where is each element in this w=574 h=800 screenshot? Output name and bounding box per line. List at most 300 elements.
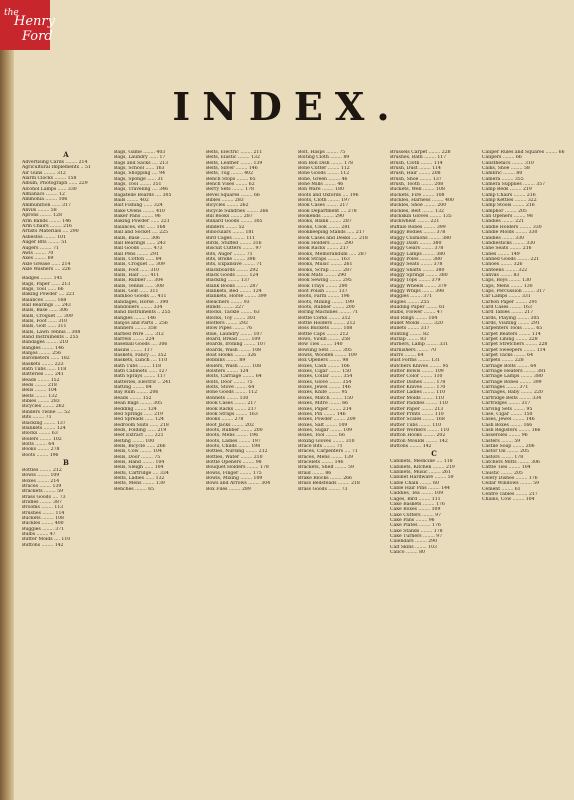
index-entry: Board, Bread ........ 109 — [206, 337, 261, 343]
index-entry: Bullet Molds ........ 320 — [390, 321, 443, 326]
index-entry: Books ........ 278 — [22, 447, 60, 453]
index-entry: Baker Pans ........ 96 — [114, 214, 161, 220]
henry-ford-logo: the Henry Ford — [0, 0, 50, 50]
index-entry: Beads ........ 152 — [22, 377, 60, 383]
index-entry: Carpet Stretchers ........ 228 — [482, 342, 548, 348]
index-entry: Bulbs, Flower ........ 47 — [390, 310, 443, 316]
index-entry: Blankets, Bed ........ 124 — [206, 288, 262, 294]
index-entry: Blacking ........ 137 — [206, 278, 250, 284]
index-entry: Balls, Base ...... 306 — [22, 308, 68, 314]
index-entry: Bamboo Goods .... 411 — [114, 294, 167, 300]
index-entry: Basins ........ 117 — [114, 347, 153, 353]
index-entry: Cash Boxes ........ 166 — [482, 422, 533, 428]
index-entry: Bags, Game ........ 403 — [114, 150, 166, 155]
index-entry: Batteries, Electric .. 241 — [114, 379, 171, 385]
index-entry: Bolsters ........ 124 — [206, 369, 249, 375]
index-entry: Cable Chain ........ 60 — [390, 480, 439, 486]
index-entry: Boilers, Wash ........ 108 — [206, 363, 262, 369]
index-entry: Bows and Arrows ........ 304 — [206, 481, 271, 487]
index-entry: Buggy Bodies ........ 378 — [390, 230, 446, 236]
index-entry: Buckwheat ........ 221 — [390, 219, 440, 225]
index-entry: Butter Molds ........ 110 — [390, 395, 445, 401]
index-entry: Anvils ........ 58 — [22, 208, 57, 214]
index-entry: Butter Scales ........ 168 — [390, 417, 445, 423]
index-column-4 — [298, 150, 386, 795]
index-entry: Cake Boxes ........ 109 — [390, 507, 441, 513]
index-entry: Candle Holders ........ 330 — [482, 224, 542, 230]
index-entry: Buggy Poles ........ 380 — [390, 256, 442, 262]
index-entry: Books, Cook ........ 281 — [298, 224, 351, 230]
index-entry: Aprons ........ 128 — [22, 213, 62, 219]
index-entry: Bibles ........ 283 — [206, 198, 244, 204]
index-entry: Canoes ........ 326 — [482, 262, 523, 268]
index-entry: Baseball Goods .... 306 — [114, 342, 168, 348]
index-entry: Book Sewing ........ 295 — [298, 278, 352, 284]
index-entry: Artists Materials .... 290 — [22, 229, 79, 235]
index-entry: Axle Grease ...... 214 — [22, 261, 71, 267]
index-entry: Boots, Mining ........ 199 — [298, 299, 354, 305]
index-entry: Brussels Carpet ........ 228 — [390, 150, 451, 155]
index-entry: Buggy Springs ........ 380 — [390, 272, 448, 278]
index-entry: Camp Beds ........ 219 — [482, 187, 532, 193]
index-entry: Bow Ties ........ 140 — [298, 342, 343, 348]
index-entry: Blue, Laundry ........ 107 — [206, 331, 263, 337]
index-entry: Butter Color ........ 110 — [390, 374, 443, 380]
index-entry: Book Mats ........ 290 — [298, 272, 347, 278]
index-entry: Buggy Gears ........ 378 — [390, 246, 444, 252]
index-entry: Bells, Bicycle ...... 266 — [114, 443, 166, 449]
index-entry: Bonnets ........ 130 — [206, 395, 249, 401]
index-entry: Baskets ........ 223 — [22, 361, 64, 367]
index-entry: Boxes, Mitre ........ 66 — [298, 401, 349, 407]
index-entry: Boxes, Collar ........ 354 — [298, 374, 353, 380]
index-entry: Buckets, Well ........ 108 — [390, 187, 445, 193]
index-entry: Brass Bedsteads ........ 218 — [298, 481, 360, 487]
index-entry: Biscuit Cutters ........ 97 — [206, 246, 262, 252]
index-entry: Asbestos ........ 101 — [22, 234, 67, 240]
index-entry: Buggy Dash ........ 380 — [390, 240, 442, 246]
index-entry: Buggy Cushions ........ 380 — [390, 235, 451, 241]
index-entry: Boots, Farm ........ 196 — [298, 294, 350, 300]
index-entry: Boot Polish ........ 137 — [298, 288, 348, 294]
index-entry: Augers ........ 71 — [22, 245, 59, 251]
index-entry: Baskets, Fancy .... 352 — [114, 353, 167, 359]
index-column-3 — [206, 150, 294, 795]
index-entry: Balances ........ 168 — [22, 297, 67, 303]
index-entry: Cards, Playing ........ 305 — [482, 315, 540, 321]
index-entry: Books, Scrap ........ 287 — [298, 267, 352, 273]
index-entry: Boxes ........ 214 — [22, 478, 60, 484]
index-entry: Cake Baskets ........ 176 — [390, 502, 445, 507]
index-entry: Balls, Croquet .... 309 — [22, 313, 73, 319]
index-entry: Chains, Cow ........ 104 — [482, 497, 535, 503]
index-entry: Buckskin Gloves ........ 135 — [390, 214, 452, 220]
index-entry: Bust Forms ........ 131 — [390, 358, 440, 364]
index-entry: Brackets, Shelf ........ 59 — [298, 465, 354, 471]
index-entry: Brass Goods ........ 73 — [298, 486, 348, 492]
index-entry: Boxes, Tool ........ 66 — [298, 433, 345, 439]
index-entry: Cellar Windows ........ 59 — [482, 481, 540, 487]
index-entry: Banners ........ 358 — [114, 326, 157, 332]
index-entry: Bath Tubs ...... 118 — [22, 367, 67, 373]
index-entry: Barometers ...... 182 — [22, 356, 70, 362]
index-entry: Cabinets, Medicine .... 118 — [390, 459, 453, 465]
index-entry: Books, Blank ........ 287 — [298, 219, 352, 225]
index-entry: Bouquet Holders ........ 178 — [206, 465, 269, 471]
index-entry: Buttons ........ 142 — [390, 443, 432, 449]
index-entry: Bails ........ 402 — [114, 198, 149, 204]
index-entry: Beef Extract ...... 221 — [114, 433, 164, 439]
index-entry: Bangles ........ 146 — [22, 345, 64, 351]
index-entry: Bolt, Hasps ........ 75 — [298, 150, 346, 155]
index-entry: Bed Spreads ...... 124 — [114, 417, 164, 423]
index-entry: Bottle Caps ........ 212 — [298, 331, 349, 337]
index-entry: Cards, Visiting ........ 291 — [482, 321, 540, 326]
index-entry: Caps, Mens ........ 130 — [482, 283, 533, 289]
index-entry: Brooms ........ 113 — [22, 505, 64, 511]
index-entry: Binoculars ........ 181 — [206, 230, 255, 236]
index-entry: Boat Hooks ........ 326 — [206, 353, 257, 359]
index-entry: Bed Springs ...... 219 — [114, 411, 163, 417]
index-entry: Balls, Base ...... 306 — [114, 235, 160, 241]
index-entry: Belts, Mens ........ 139 — [114, 481, 165, 487]
index-entry: Blocks, Tackle ........ 63 — [206, 310, 260, 316]
index-entry: Calf Skins ........ 103 — [390, 544, 437, 550]
index-entry: Belting ........ 100 — [114, 438, 155, 444]
index-entry: Boots, Cloth ........ 197 — [298, 198, 350, 204]
index-entry: Cable Hair Pins ........ 144 — [390, 485, 450, 491]
index-entry: Bone Mills ........ 46 — [298, 182, 344, 188]
index-entry: Alarm Clocks ........ 158 — [22, 176, 77, 182]
index-entry: Blinds ........ 227 — [206, 304, 244, 310]
index-entry: Belts, Cartridge .... 334 — [114, 470, 169, 476]
index-entry: Buckles, Shoe ........ 200 — [390, 203, 447, 209]
index-entry: Bean Bags ........ 305 — [114, 401, 163, 407]
index-entry: Arm Chairs ........ 216 — [22, 224, 72, 230]
index-entry: Bookkeeping Stands ..... 217 — [298, 230, 365, 236]
index-entry: Binders ........ 52 — [206, 224, 245, 230]
index-entry: Boots, Childs ........ 198 — [206, 443, 261, 449]
index-entry: Braces, Carpenters .... 71 — [298, 449, 358, 455]
index-entry: Bridles ........ 387 — [22, 499, 62, 505]
index-entry: Caps, Boys ........ 130 — [482, 278, 531, 284]
index-entry: Bone Cutter ........ 112 — [298, 166, 350, 172]
index-entry: Buffalo Robes ........ 399 — [390, 224, 446, 230]
index-entry: Braid ........ 86 — [298, 470, 332, 476]
index-entry: Blankets ........ 124 — [22, 425, 66, 431]
index-entry: Cattle Ties ........ 104 — [482, 465, 531, 471]
index-entry: Buggy Whips ........ 398 — [390, 288, 445, 294]
index-entry: Butter Tubs ........ 110 — [390, 422, 442, 428]
index-entry: Beds, Folding ...... 219 — [114, 427, 167, 433]
index-entry: Blankets, Horse ........ 399 — [206, 294, 267, 300]
index-entry: Cabinets, Music ........ 261 — [390, 469, 451, 475]
index-entry: Bookends ........ 290 — [298, 214, 345, 220]
index-entry: Bottle Corks ........ 212 — [298, 315, 351, 321]
index-entry: Book Holders ........ 290 — [298, 240, 353, 246]
index-entry: Button Hooks ........ 202 — [390, 433, 446, 439]
index-entry: Black Goods ........ 124 — [206, 272, 259, 278]
index-entry: Bon Ware ........ 180 — [298, 187, 344, 193]
index-entry: Boxes, Match ........ 150 — [298, 395, 353, 401]
index-entry: Bags and Sacks .... 213 — [114, 160, 169, 166]
index-entry: Carriages, Baby ........ 220 — [482, 390, 543, 396]
index-entry: Bandages ........ 210 — [22, 340, 69, 346]
index-entry: Boots, Rubber ........ 200 — [206, 427, 263, 433]
index-entry: Books, Memorandum ..... 287 — [298, 251, 367, 257]
index-entry: Cages, Bird ........ 111 — [390, 496, 441, 502]
index-entry: Billiard Goods ........ 305 — [206, 219, 263, 225]
index-entry: Carriage Bolts ........ 64 — [482, 363, 537, 369]
index-entry: Building Paper ........ 61 — [390, 304, 445, 310]
section-letter: A — [63, 150, 69, 159]
index-entry: Book Trays ........ 290 — [298, 283, 348, 289]
index-entry: Bolts, Stove ........ 64 — [206, 385, 255, 391]
index-entry: Camera Supplies ........ 357 — [482, 182, 546, 188]
index-entry: Bits, Bridle ........ 396 — [206, 256, 256, 262]
index-entry: Carriage Heaters ........ 381 — [482, 369, 546, 375]
index-entry: Carpenters Tools ........ 65 — [482, 326, 543, 332]
index-entry: Alcohol Lamps ...... 330 — [22, 186, 77, 192]
index-entry: Castors ........ 178 — [482, 454, 524, 460]
index-entry: Buckets, Fire ........ 108 — [390, 192, 445, 198]
index-entry: Boxes, Glove ........ 354 — [298, 379, 352, 385]
index-entry: Bibles ........ 283 — [22, 399, 60, 405]
index-entry: Awls ........ 70 — [22, 250, 54, 256]
index-entry: Bobbins ........ 89 — [206, 358, 246, 364]
index-entry: Brush, Hair ........ 208 — [390, 171, 441, 177]
index-entry: Binders Twine .... 52 — [22, 409, 71, 415]
index-entry: Bake Ovens ........ 410 — [114, 208, 165, 214]
index-entry: Cartridge Belts ........ 334 — [482, 395, 542, 401]
index-entry: Cases, Jewel ........ 146 — [482, 417, 535, 423]
index-entry: Band Instruments .. 255 — [114, 310, 171, 316]
index-entry: Buggy Shafts ........ 380 — [390, 267, 445, 273]
index-entry: Cake Plates ........ 176 — [390, 523, 441, 529]
index-entry: Cake Pans ........ 96 — [390, 518, 435, 524]
index-entry: Candles ........ 330 — [482, 235, 525, 241]
index-entry: Carving Sets ........ 95 — [482, 406, 533, 412]
index-entry: Bangles ........ 146 — [114, 315, 156, 321]
index-entry: Bags, School ...... 163 — [114, 166, 165, 172]
index-entry: Bits, Expansive ........ 71 — [206, 262, 263, 268]
index-entry: Album, Photograph ...... 229 — [22, 181, 88, 187]
index-entry: Caps, Percussion ........ 317 — [482, 288, 546, 294]
index-entry: Beds ........ 218 — [22, 383, 57, 389]
index-entry: Butter Prints ........ 110 — [390, 411, 444, 417]
index-entry: Castor Oil ........ 205 — [482, 449, 529, 455]
index-entry: Baking Powder .... 221 — [22, 292, 75, 298]
index-entry: Celery Dishes ........ 176 — [482, 475, 538, 481]
index-entry: Brake Blocks ........ 266 — [298, 475, 352, 481]
index-entry: Blotters ........ 292 — [206, 321, 248, 326]
index-entry: Bicycles ........ 262 — [22, 404, 65, 410]
index-entry: Brace Bits ........ 71 — [298, 443, 343, 449]
index-entry: Cartridges ........ 317 — [482, 401, 531, 407]
index-entry: Balls, Golf ...... 311 — [114, 288, 159, 294]
index-entry: Carpet Lining ........ 228 — [482, 337, 538, 343]
index-entry: Bells, Hand ........ 104 — [114, 459, 165, 465]
index-entry: Catchers Mitts ........ 306 — [482, 459, 540, 465]
index-entry: Cash Registers ........ 166 — [482, 427, 541, 433]
index-entry: Agricultural Implements .. 51 — [22, 165, 91, 171]
index-entry: Canteens ........ 322 — [482, 267, 528, 273]
index-entry: Bags, Tool ........ 351 — [114, 182, 162, 188]
index-entry: Camp Chairs ........ 216 — [482, 192, 536, 198]
index-entry: Bone, Green ........ 46 — [298, 176, 348, 182]
index-entry: Casseroles ........ 96 — [482, 433, 528, 439]
index-entry: Carbon Paper ........ 291 — [482, 299, 538, 305]
index-entry: Boxes, Knife ........ 95 — [298, 390, 348, 396]
index-entry: Bull Rings ........ 104 — [390, 315, 438, 321]
index-entry: Butter Ladles ........ 110 — [390, 390, 446, 396]
index-entry: Buckles ........ 400 — [22, 521, 64, 527]
index-entry: Calisthenics ........ 310 — [482, 160, 534, 166]
index-entry: Balls, Lawn Tennis .. 308 — [22, 329, 81, 335]
index-entry: Axes ........ 69 — [22, 256, 54, 262]
index-entry: Bugles ........ 255 — [390, 299, 430, 305]
index-entry: Belts, Leather ........ 139 — [206, 160, 263, 166]
index-entry: Butter Paper ........ 213 — [390, 406, 444, 412]
index-entry: Cabinet Hardware ........ 59 — [390, 475, 454, 481]
index-entry: Butter Paddles ........ 110 — [390, 401, 448, 407]
index-entry: Bicycles ........ 262 — [206, 203, 249, 209]
index-entry: Box Openers ........ 98 — [298, 358, 349, 364]
index-entry: Bedroom Suits ...... 218 — [114, 422, 169, 428]
index-entry: Boxes, Paper ........ 214 — [298, 406, 352, 412]
index-entry: Bleachers ........ 93 — [206, 299, 250, 305]
index-entry: Buckles, Harness ........ 400 — [390, 198, 454, 204]
index-entry: Bits, Auger ........ 71 — [206, 251, 253, 257]
index-columns — [22, 150, 570, 795]
index-entry: Beads ........ 152 — [114, 395, 152, 401]
index-entry: Caliper Rules and Squares ........ 66 — [482, 150, 565, 155]
index-entry: Carpet Beaters ........ 114 — [482, 331, 541, 337]
index-entry: Bags, Laundry ...... 17 — [114, 155, 166, 161]
index-entry: Canvas ........ 83 — [482, 272, 520, 278]
index-entry: Bags, Paper ...... 213 — [22, 281, 71, 287]
index-entry: Bags, Tool ...... 66 — [22, 286, 64, 292]
index-entry: Baskets, Lunch .... 110 — [114, 358, 168, 364]
index-entry: Auger Bits ........ 51 — [22, 240, 68, 246]
index-entry: Calico ........ 80 — [390, 550, 425, 556]
index-column-6 — [482, 150, 570, 795]
index-entry: Carpet Tacks ........ 64 — [482, 353, 534, 359]
index-entry: Cake Cutters ........ 97 — [390, 512, 442, 518]
index-entry: Carriages ........ 371 — [482, 385, 529, 391]
index-entry: Balls, Golf ...... 311 — [22, 324, 67, 330]
index-entry: Candle Molds ........ 330 — [482, 230, 538, 236]
index-entry: Burners, Lamp ........ 331 — [390, 342, 449, 348]
index-column-2 — [114, 150, 202, 795]
index-entry: Carpets ........ 228 — [482, 358, 524, 364]
index-entry: Ball Pens ........ 291 — [114, 251, 159, 257]
index-entry: Card Cases ........ 163 — [482, 304, 532, 310]
index-entry: Card Tables ........ 217 — [482, 310, 534, 316]
index-entry: Blank Books ........ 287 — [206, 283, 259, 289]
index-entry: Bags, Traveling .... 346 — [114, 187, 169, 193]
index-entry: Bath Sprays ........ 117 — [114, 374, 166, 380]
index-entry: Almanacs ........ 12 — [22, 192, 65, 198]
index-entry: Buggy Tops ........ 379 — [390, 278, 441, 284]
index-entry: Boss Buckets ........ 108 — [298, 326, 353, 332]
index-entry: Bath Tubs ........ 118 — [114, 363, 162, 369]
index-entry: Blocks ........ 63 — [22, 431, 58, 437]
index-entry: Boxes, Jewel ........ 146 — [298, 385, 351, 391]
index-entry: Boots, Mens ........ 196 — [206, 433, 259, 439]
index-entry: Bells, Door ........ 75 — [114, 454, 161, 460]
index-entry: Butter Molds .... 110 — [22, 537, 71, 543]
index-entry: Bird Cages ........ 111 — [206, 235, 256, 241]
index-entry: Balls, Foot ...... 310 — [114, 267, 160, 273]
index-entry: Brushes ........ 114 — [22, 510, 65, 516]
index-entry: Balls, Croquet .... 309 — [114, 262, 165, 268]
index-entry: Brackets ........ 59 — [22, 489, 64, 495]
index-entry: Bolts, Door ........ 75 — [206, 379, 253, 385]
index-entry: Boxes, Cigar ........ 150 — [298, 369, 351, 375]
index-entry: Caustic ........ 205 — [482, 470, 523, 476]
index-entry: Bells, Cow ........ 104 — [114, 449, 162, 455]
index-entry: Boxes, Salt ........ 109 — [298, 422, 348, 428]
index-entry: Can Openers ........ 98 — [482, 214, 533, 220]
index-entry: Book Department .... 278 — [298, 208, 357, 214]
index-entry: Bagatelle Boards .... 305 — [114, 192, 172, 198]
index-entry: Butter Workers ........ 110 — [390, 427, 450, 433]
index-entry: Books ........ 278 — [206, 417, 244, 423]
index-column-1 — [22, 150, 110, 795]
index-entry: Bon Bon Dish ........ 178 — [298, 160, 353, 166]
index-entry: Buggies ........ 371 — [22, 526, 65, 532]
index-entry: Bottles ........ 212 — [22, 467, 62, 473]
index-entry: Bedding ........ 124 — [114, 406, 157, 412]
index-entry: Braces, Mens ........ 139 — [298, 454, 353, 460]
index-entry: Advertising Cards ........ 214 — [22, 160, 88, 165]
index-entry: Balls, Foot ...... 310 — [22, 318, 68, 324]
index-entry: Birds, Stuffed ........ 316 — [206, 240, 262, 246]
index-entry: Bulbs ........ 47 — [22, 532, 56, 538]
index-entry: Bowls, Mixing ........ 109 — [206, 475, 263, 481]
index-entry: Blocks, Toy ........ 301 — [206, 315, 256, 321]
index-entry: Bolts, Carriage ........ 64 — [206, 374, 262, 380]
index-entry: Belts ........ 132 — [22, 393, 58, 399]
index-entry: Bullets ........ 317 — [390, 326, 430, 332]
index-entry: Bags, Shopping .... 94 — [114, 171, 166, 177]
index-entry: Carriage Lamps ........ 380 — [482, 374, 543, 380]
index-entry: Candies ........ 221 — [482, 219, 525, 225]
index-entry: Ball Goods ........ 473 — [114, 246, 163, 252]
index-entry: Bicycle Sundries ........ 266 — [206, 208, 269, 214]
index-entry: Cabinets, Kitchen ........ 219 — [390, 464, 455, 470]
index-entry: Book Cases ........ 217 — [206, 401, 257, 407]
index-entry: Badges ........ 141 — [22, 276, 63, 282]
index-entry: Batting ........ 84 — [114, 385, 152, 391]
index-entry: Bits ........ 71 — [22, 415, 52, 421]
index-entry: Burlap ........ 83 — [390, 337, 427, 343]
index-entry: Carpet Sweepers ........ 114 — [482, 347, 546, 353]
index-entry: Boxes, Pin ........ 146 — [298, 411, 346, 417]
index-entry: Belts, Tug ........ 402 — [206, 171, 254, 177]
index-entry: Button Moulds ........ 142 — [390, 438, 448, 444]
index-entry: Cane Seats ........ 216 — [482, 246, 532, 252]
index-entry: Boots, Rubber ........ 200 — [298, 304, 355, 310]
index-entry: Camera ........ 355 — [482, 176, 524, 182]
index-entry: Camphor ........ 205 — [482, 208, 527, 214]
index-entry: Castile Soap ........ 206 — [482, 443, 535, 449]
index-entry: Berry Sets ........ 178 — [206, 187, 254, 193]
index-entry: Brush, Tooth ........ 208 — [390, 182, 444, 188]
index-entry: Blacking ........ 137 — [22, 420, 66, 426]
index-entry: Burrs ........ 64 — [390, 353, 424, 359]
